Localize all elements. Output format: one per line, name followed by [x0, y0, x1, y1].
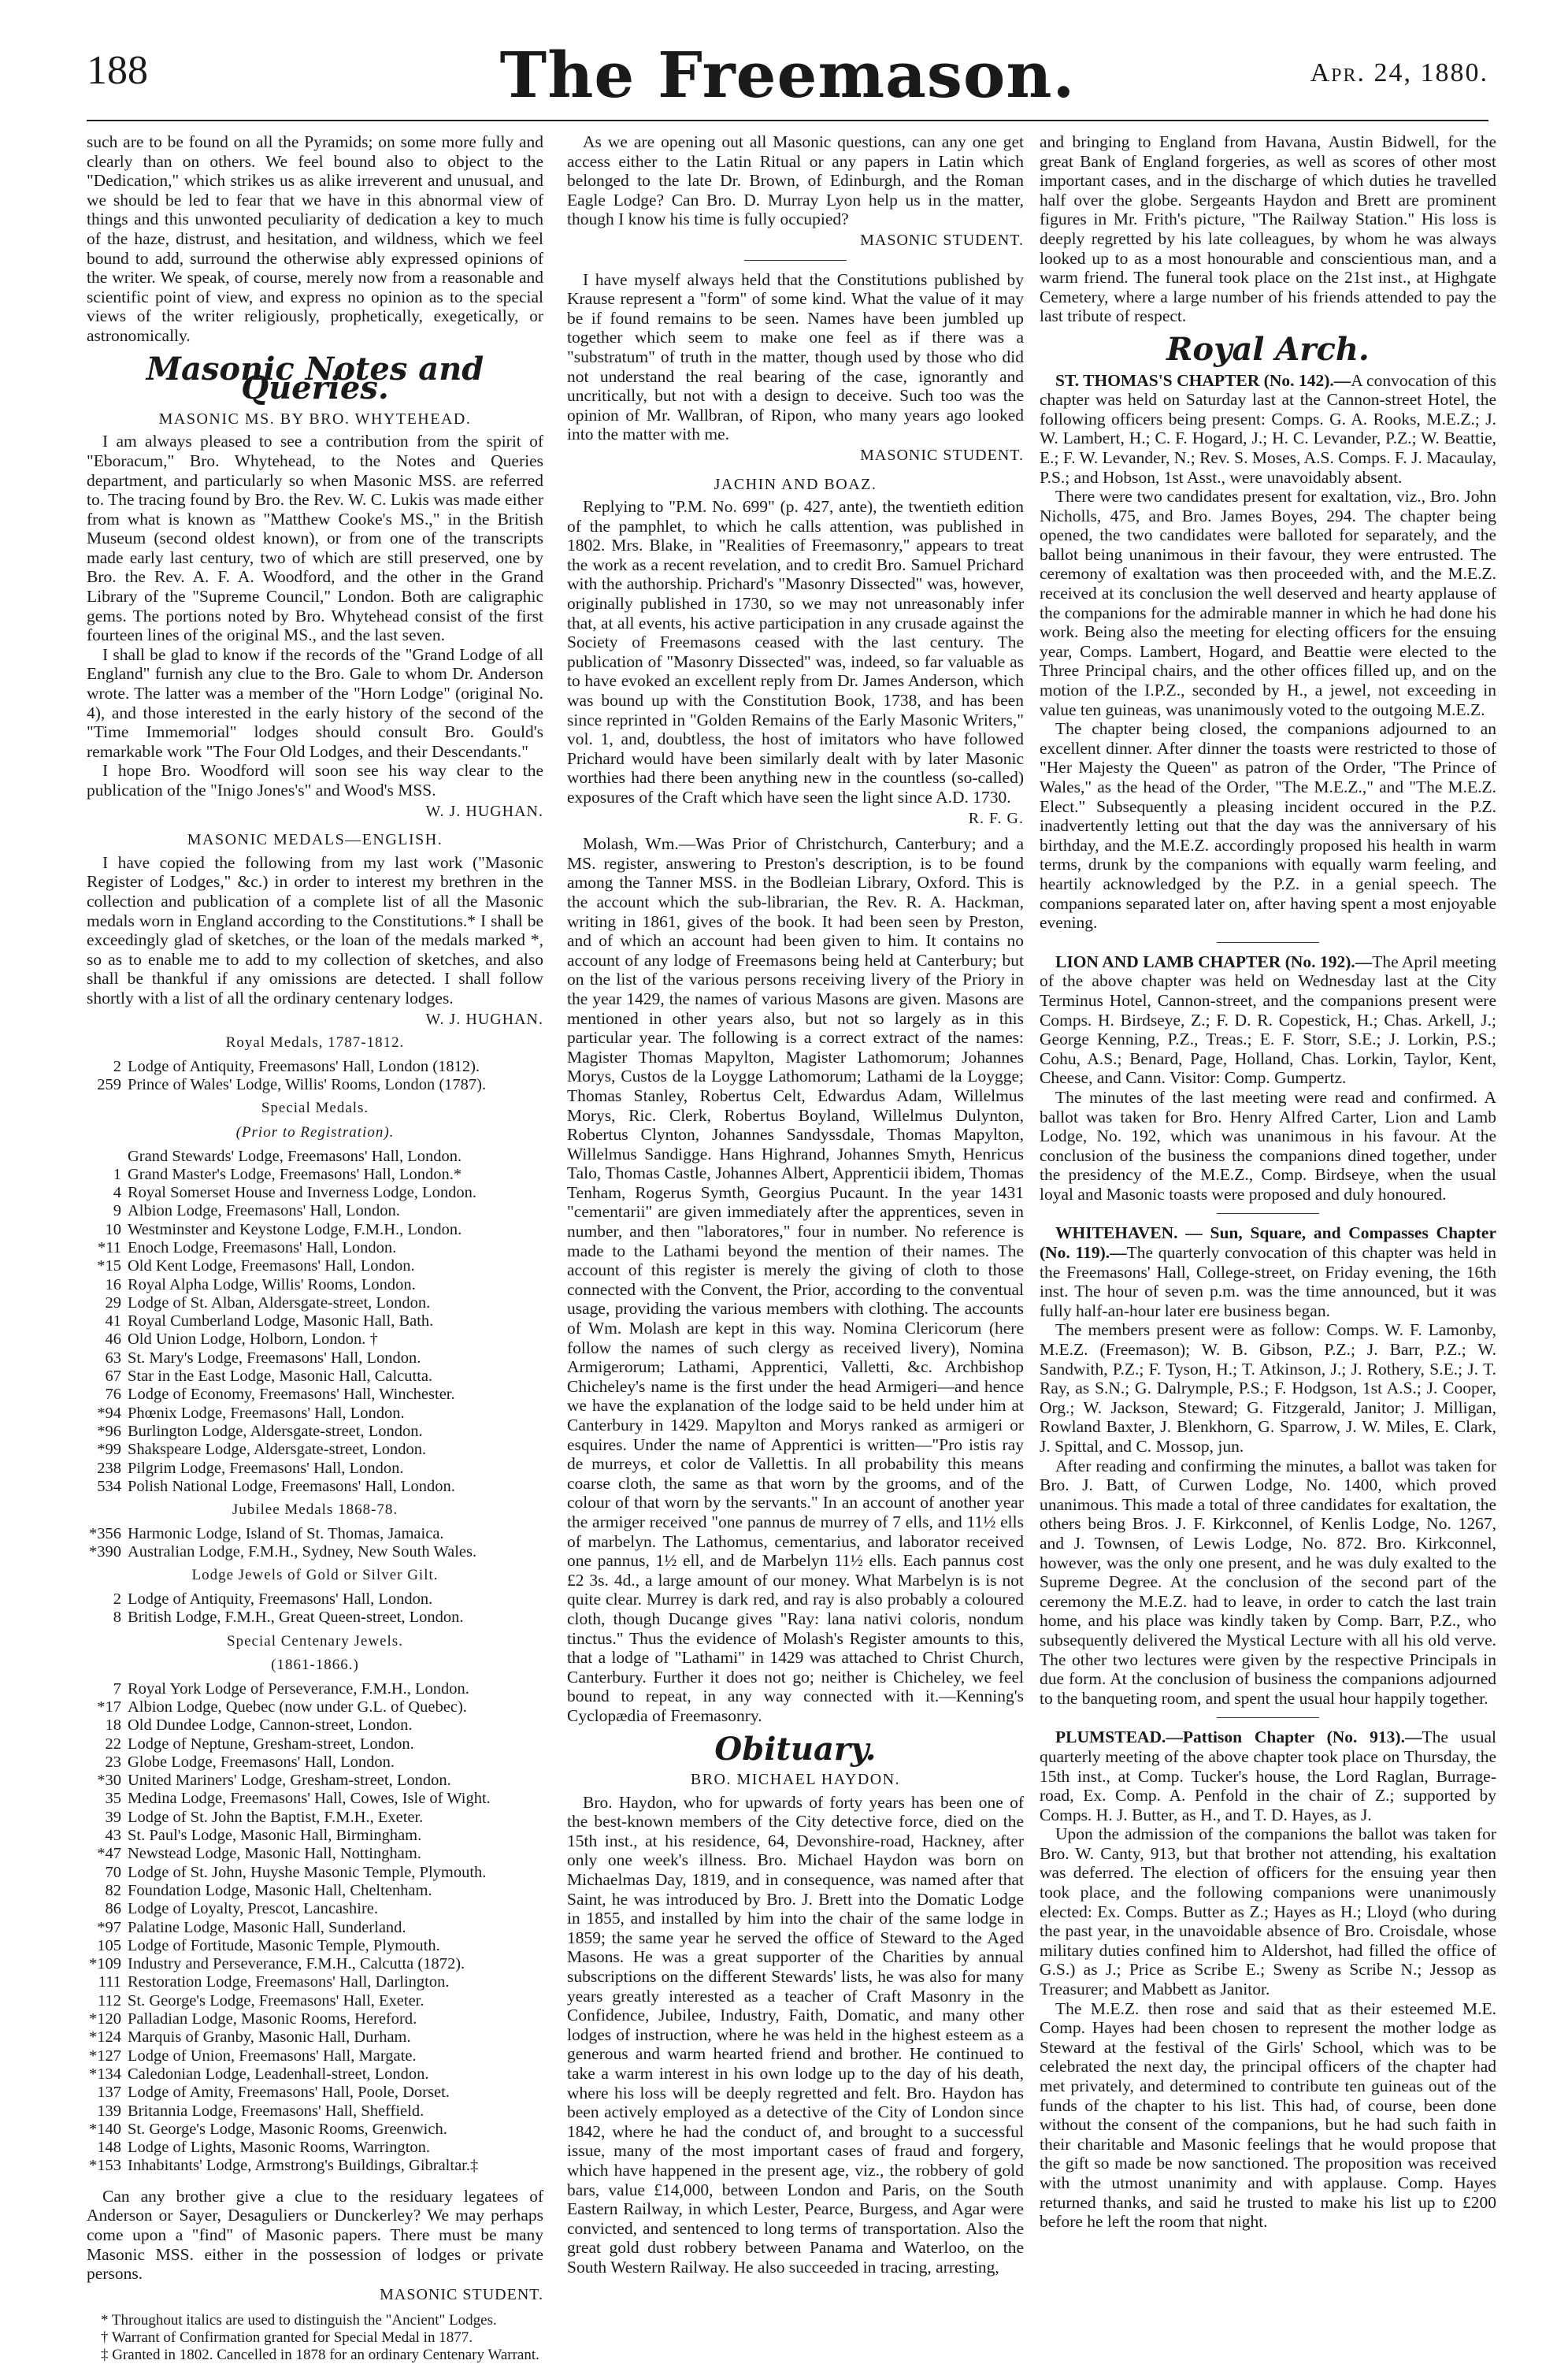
- list-heading: Royal Medals, 1787-1812.: [225, 1034, 405, 1052]
- list-item: [87, 1441, 543, 1459]
- list-heading: Special Centenary Jewels.: [227, 1632, 403, 1650]
- report-title: ST. THOMAS'S CHAPTER (No. 142).—: [1055, 370, 1351, 390]
- divider: [744, 260, 847, 261]
- lodge-name: Pilgrim Lodge, Freemasons' Hall, London.: [128, 1459, 404, 1477]
- footnote: ‡ Granted in 1802. Cancelled in 1878 for an ordinary Centenary Warrant.: [101, 2347, 539, 2364]
- lodge-name: Royal York Lodge of Perseverance, F.M.H., London.: [128, 1679, 469, 1698]
- paragraph: The minutes of the last meeting were read and confirmed. A ballot was taken for Bro. Henry Alfred Carter, Lion and Lamb Lodge, No. 192, which was unanimous in his favour. At the conclusion of the business the companions dined together, under the presidency of the M.E.Z., Comp. Birdseye, when the usual loyal and Masonic toasts were proposed and duly honoured.: [1040, 1087, 1496, 1204]
- lodge-number: *96: [97, 1422, 121, 1440]
- lodge-name: Foundation Lodge, Masonic Hall, Cheltenham.: [128, 1881, 432, 1899]
- signature: W. J. HUGHAN.: [425, 802, 543, 820]
- lodge-name: St. Paul's Lodge, Masonic Hall, Birmingham.: [128, 1827, 422, 1845]
- lodge-name: Grand Stewards' Lodge, Freemasons' Hall, London.: [128, 1147, 462, 1165]
- list-item: [87, 1312, 543, 1330]
- lodge-name: St. George's Lodge, Masonic Rooms, Greenwich.: [128, 2120, 447, 2138]
- lodge-number: *390: [89, 1543, 121, 1561]
- lodge-number: 70: [105, 1863, 121, 1881]
- lodge-number: 259: [97, 1076, 121, 1094]
- lodge-number: 16: [105, 1275, 121, 1293]
- lodge-number: *11: [98, 1238, 121, 1256]
- lodge-name: British Lodge, F.M.H., Great Queen-street, London.: [128, 1609, 464, 1627]
- lodge-name: Lodge of Amity, Freemasons' Hall, Poole, Dorset.: [128, 2084, 450, 2102]
- lodge-number: 63: [105, 1349, 121, 1367]
- list-heading: Special Medals.: [261, 1100, 369, 1117]
- lodge-name: Royal Cumberland Lodge, Masonic Hall, Bath.: [128, 1312, 434, 1330]
- lodge-number: *120: [89, 2010, 121, 2028]
- lodge-list-jewels: [87, 1590, 543, 1627]
- lodge-name: Lodge of Fortitude, Masonic Temple, Plymouth.: [128, 1936, 440, 1954]
- lodge-number: *153: [89, 2157, 121, 2175]
- lodge-number: *127: [89, 2047, 121, 2065]
- lodge-list-royal: [87, 1058, 543, 1095]
- masthead-rule: [87, 120, 1488, 121]
- paragraph: I shall be glad to know if the records of the "Grand Lodge of all England" furnish any clue to the Bro. Gale to whom Dr. Anderson wrote. The latter was a member of the "Horn Lodge" (original No. 4), and those interested in the early history of the second of the "Time Immemorial" lodges should consult Bro. Gould's remarkable work "The Four Old Lodges, and their Descendants.": [87, 644, 543, 761]
- divider: [1217, 1213, 1319, 1214]
- lodge-name: St. George's Lodge, Freemasons' Hall, Exeter.: [128, 1991, 424, 2010]
- lodge-name: Albion Lodge, Quebec (now under G.L. of Quebec).: [128, 1698, 467, 1716]
- list-item: [87, 1845, 543, 1863]
- list-item: [87, 1992, 543, 2010]
- list-item: [87, 2084, 543, 2102]
- lodge-number: 9: [113, 1202, 121, 1220]
- paragraph: Replying to "P.M. No. 699" (p. 427, ante), the twentieth edition of the pamphlet, to which he calls attention, was published in 1802. Mrs. Blake, in "Realities of Freemasonry," appears to treat the work as a recent revelation, and to credit Bro. Samuel Prichard with the authorship. Prichard's "Masonry Dissected" was, however, originally published in 1730, so we may not unreasonably infer that, at all events, his active participation in any crusade against the Society of Freemasons ceased with the last century. The publication of "Masonry Dissected" was, indeed, so far valuable as to have evoked an excellent reply from Dr. James Anderson, which was bound up with the Constitution Book, 1738, and has been since reprinted in "Golden Remains of the Early Masonic Writers," vol. 1, and, doubtless, the host of imitators who have followed Prichard would have been similarly dealt with by later Masonic worthies had there been anything new in the countless (so-called) exposures of the Craft which have seen the light since A.D. 1730.: [567, 497, 1024, 807]
- lodge-number: 105: [97, 1936, 121, 1954]
- list-item: [87, 1809, 543, 1827]
- lodge-name: Royal Alpha Lodge, Willis' Rooms, London.: [128, 1275, 416, 1293]
- list-item: [87, 1368, 543, 1386]
- lodge-name: Lodge of Lights, Masonic Rooms, Warrington.: [128, 2139, 431, 2157]
- lodge-number: 137: [97, 2084, 121, 2102]
- list-item: [87, 1184, 543, 1202]
- lodge-name: Burlington Lodge, Aldersgate-street, London.: [128, 1422, 423, 1440]
- lodge-name: Polish National Lodge, Freemasons' Hall, London.: [128, 1477, 455, 1495]
- paragraph: The usual quarterly meeting of the above chapter took place on Thursday, the 15th inst., at Comp. Tucker's house, the Lord Raglan, Burrage-road, Ex. Comp. A. Penfold in the chair of Z.; supported by Comps. H. J. Butter, as H., and T. D. Hayes, as J.: [1040, 1728, 1496, 1824]
- column-2: [567, 132, 1024, 2277]
- list-item: [87, 1349, 543, 1368]
- lodge-number: 148: [97, 2139, 121, 2157]
- section-heading-obituary: Obituary.: [714, 1730, 877, 1768]
- lodge-name: Britannia Lodge, Freemasons' Hall, Sheffield.: [128, 2102, 424, 2120]
- list-item: [87, 1772, 543, 1790]
- lodge-number: 23: [105, 1753, 121, 1771]
- lodge-number: 22: [105, 1735, 121, 1753]
- lodge-name: United Mariners' Lodge, Gresham-street, London.: [128, 1772, 451, 1790]
- lodge-number: 39: [105, 1808, 121, 1826]
- list-item: [87, 1900, 543, 1918]
- signature: MASONIC STUDENT.: [860, 446, 1024, 464]
- signature: MASONIC STUDENT.: [380, 2285, 543, 2303]
- lodge-number: 43: [105, 1827, 121, 1845]
- lodge-number: 35: [105, 1790, 121, 1808]
- paragraph: and bringing to England from Havana, Austin Bidwell, for the great Bank of England forgeries, as well as scores of other most important cases, and in the discharge of which duties he travelled half over the globe. Sergeants Haydon and Brett are prominent figures in Mr. Frith's picture, "The Railway Station." His loss is deeply regretted by his late colleagues, by whom he was always looked up to as a most honourable and conscientious man, and a warm friend. The funeral took place on the 21st inst., at Highgate Cemetery, where a large number of his friends attended to pay the last tribute of respect.: [1040, 132, 1496, 326]
- column-3: [1040, 132, 1496, 2232]
- paragraph: The April meeting of the above chapter was held on Wednesday last at the City Terminus Hotel, Cannon-street, and the companions present were Comps. H. Birdseye, Z.; F. D. R. Copestick, H.; Chas. Arkell, J.; George Kenning, P.Z., Treas.; E. F. Storr, S.E.; J. Lorkin, P.S.; Cohu, A.S.; Benard, Page, Holland, Chas. Lorkin, Taylor, Kent, Cheese, and Cann. Visitor: Comp. Gumpertz.: [1040, 952, 1496, 1088]
- lodge-name: Lodge of St. John, Huyshe Masonic Temple, Plymouth.: [128, 1863, 487, 1881]
- lodge-number: 534: [97, 1477, 121, 1495]
- list-heading: Lodge Jewels of Gold or Silver Gilt.: [191, 1567, 439, 1584]
- lodge-number: *97: [97, 1918, 121, 1936]
- lodge-number: 41: [105, 1312, 121, 1330]
- lodge-name: Inhabitants' Lodge, Armstrong's Buildings, Gibraltar.‡: [128, 2157, 479, 2175]
- lodge-name: Lodge of Loyalty, Prescot, Lancashire.: [128, 1900, 379, 1918]
- lodge-number: *356: [89, 1524, 121, 1542]
- masthead: [87, 32, 1488, 118]
- list-item: [87, 1330, 543, 1349]
- list-item: [87, 2010, 543, 2028]
- lodge-name: Newstead Lodge, Masonic Hall, Nottingham.: [128, 1845, 421, 1863]
- lodge-name: Medina Lodge, Freemasons' Hall, Cowes, Isle of Wight.: [128, 1790, 491, 1808]
- lodge-name: Star in the East Lodge, Masonic Hall, Calcutta.: [128, 1368, 433, 1386]
- lodge-number: *140: [89, 2120, 121, 2138]
- lodge-name: Westminster and Keystone Lodge, F.M.H., London.: [128, 1220, 462, 1238]
- list-item: [87, 1202, 543, 1220]
- lodge-number: 82: [105, 1881, 121, 1899]
- divider: [1217, 1717, 1319, 1718]
- footnote: * Throughout italics are used to distinguish the "Ancient" Lodges.: [101, 2312, 497, 2329]
- lodge-name: Lodge of Antiquity, Freemasons' Hall, London.: [128, 1590, 433, 1608]
- paragraph: Upon the admission of the companions the ballot was taken for Bro. W. Canty, 913, but that brother not attending, his exaltation was deferred. The election of officers for the ensuing year then took place, and the following companions were unanimously elected: Ex. Comps. Butter as Z.; Hayes as H.; Lloyd (who during the past year, in the unavoidable absence of Bro. Croisdale, whose military duties confined him to Aldershot, had filled the office of G.S.) as J.; Price as Scribe E.; Sweny as Scribe N.; Jessop as Treasurer; and Mabbett as Janitor.: [1040, 1824, 1496, 1999]
- paragraph: The chapter being closed, the companions adjourned to an excellent dinner. After dinner the toasts were restricted to those of "Her Majesty the Queen" as patron of the Order, "The Prince of Wales," as the head of the Order, "The M.E.Z.," and "The M.E.Z. Elect." Subsequently a pleasing incident occured in the P.Z. inadvertently letting out that the day was the anniversary of his birthday, and the M.E.Z. accordingly proposed his health in warm terms, drunk by the companions with equally warm feeling, and heartily acknowledged by the P.Z. in a genial speech. The companions separated later on, after having spent a most enjoyable evening.: [1040, 719, 1496, 933]
- paragraph: I am always pleased to see a contribution from the spirit of "Eboracum," Bro. Whytehead, to the Notes and Queries department, and particularly so when Masonic MSS. are referred to. The tracing found by Bro. the Rev. W. C. Lukis was made either from what is known as "Matthew Cooke's MS.," in the British Museum (second oldest known), or from one of the transcripts made early last century, two of which are still preserved, one by Bro. the Rev. A. F. A. Woodford, and the other in the Grand Library of the "Supreme Council," London. Both are caligraphic gems. The portions noted by Bro. Whytehead consist of the first fourteen lines of the original MS., and the last seven.: [87, 432, 543, 645]
- paragraph: After reading and confirming the minutes, a ballot was taken for Bro. J. Batt, of Curwen Lodge, No. 1400, which proved unanimous. This made a total of three candidates for exaltation, the others being Bros. J. F. Kirkconnel, of Kenlis Lodge, No. 1267, and J. Townsen, of Lewis Lodge, No. 872. Bro. Kirkconnel, however, was the only one present, and he was duly exalted to the Supreme Degree. At the conclusion of the second part of the ceremony the M.E.Z. had to leave, in order to catch the last train home, and his place was kindly taken by Comp. Barr, P.Z., who subsequently delivered the Mystical Lecture with all his old verve. The other two lectures were given by the respective Principals in due form. At the conclusion of business the companions adjourned to the banqueting room, and spent the usual hour happily together.: [1040, 1456, 1496, 1708]
- list-item: [87, 1680, 543, 1698]
- lodge-name: Australian Lodge, F.M.H., Sydney, New South Wales.: [128, 1543, 477, 1561]
- lodge-number: *17: [97, 1698, 121, 1716]
- paragraph: Can any brother give a clue to the residuary legatees of Anderson or Sayer, Desaguliers or Dunckerley? We may perhaps come upon a "find" of Masonic papers. There must be many Masonic MSS. either in the possession of lodges or private persons.: [87, 2186, 543, 2284]
- lodge-name: Lodge of St. Alban, Aldersgate-street, London.: [128, 1293, 431, 1312]
- lodge-name: Prince of Wales' Lodge, Willis' Rooms, London (1787).: [128, 1076, 487, 1094]
- lodge-number: 46: [105, 1330, 121, 1349]
- lodge-name: Royal Somerset House and Inverness Lodge, London.: [128, 1184, 476, 1202]
- paragraph: There were two candidates present for exaltation, viz., Bro. John Nicholls, 475, and Bro. James Boyes, 294. The chapter being opened, the two candidates were balloted for separately, and the ballot being unanimous in their favour, they were entrusted. The ceremony of exaltation was then proceeded with, and the M.E.Z. received at its conclusion the well deserved and hearty applause of the companions for the admirable manner in which he had done his work. Being also the meeting for electing officers for the ensuing year, Comps. Lambert, Hogard, and Beattie were elected to the Three Principal chairs, and the other offices filled up, and on the motion of the I.P.Z., seconded by H., a jewel, not exceeding in value ten guineas, was unanimously voted to the outgoing M.E.Z.: [1040, 487, 1496, 719]
- newspaper-title: The Freemason.: [499, 38, 1076, 112]
- section-heading-notes-queries: Masonic Notes and Queries.: [146, 350, 484, 407]
- lodge-number: *94: [97, 1404, 121, 1422]
- lodge-name: Phœnix Lodge, Freemasons' Hall, London.: [128, 1404, 405, 1422]
- list-item: [87, 1239, 543, 1257]
- divider: [1217, 942, 1319, 943]
- list-subheading: (Prior to Registration).: [235, 1123, 395, 1141]
- paragraph: I have copied the following from my last work ("Masonic Register of Lodges," &c.) in order to interest my brethren in the collection and publication of a complete list of all the Masonic medals worn in England according to the Constitutions.* I shall be exceedingly glad of sketches, or the loan of the medals marked *, so as to enable me to add to my collection of sketches, and also shall be thankful if any omissions are detected. I shall follow shortly with a list of all the ordinary centenary lodges.: [87, 852, 543, 1008]
- lodge-number: 238: [97, 1459, 121, 1477]
- list-item: [87, 1937, 543, 1955]
- list-item: [87, 1698, 543, 1716]
- list-item: [87, 1827, 543, 1845]
- list-item: [87, 1405, 543, 1423]
- list-item: [87, 1754, 543, 1772]
- list-heading: Jubilee Medals 1868-78.: [232, 1501, 398, 1519]
- list-item: [87, 2065, 543, 2084]
- lodge-name: Industry and Perseverance, F.M.H., Calcutta (1872).: [128, 1955, 465, 1973]
- list-subheading: (1861-1866.): [271, 1657, 359, 1674]
- list-item: [87, 2121, 543, 2139]
- list-item: [87, 1386, 543, 1404]
- lodge-number: *15: [97, 1257, 121, 1275]
- list-item: [87, 1543, 543, 1561]
- lodge-name: Lodge of Economy, Freemasons' Hall, Winchester.: [128, 1386, 455, 1404]
- paragraph: The M.E.Z. then rose and said that as their esteemed M.E. Comp. Hayes had been chosen to represent the mother lodge as Steward at the festival of the Girls' School, which was to be celebrated the next day, the principal officers of the chapter had met privately, and determined to contribute ten guineas out of the funds of the chapter to his list. This had, of course, been done without the consent of the companions, but he had such faith in their charitable and Masonic feelings that he would propose that the gift so made be now sanctioned. The proposition was received with the utmost unanimity and with applause. Comp. Hayes returned thanks, and said he trusted to make his list up to £200 before he left the room that night.: [1040, 1998, 1496, 2232]
- list-item: [87, 1609, 543, 1627]
- list-item: [87, 1919, 543, 1937]
- list-item: [87, 1460, 543, 1478]
- lodge-number: 8: [113, 1609, 121, 1627]
- section-heading-royal-arch: Royal Arch.: [1166, 330, 1370, 368]
- lodge-number: *124: [89, 2028, 121, 2047]
- lodge-name: Restoration Lodge, Freemasons' Hall, Darlington.: [128, 1973, 450, 1991]
- list-item: [87, 1973, 543, 1991]
- paragraph: The quarterly convocation of this chapter was held in the Freemasons' Hall, College-street, on Friday evening, the 16th inst. The hour of seven p.m. was the time announced, but it was fully half-an-hour later ere business began.: [1040, 1243, 1496, 1320]
- lodge-number: 139: [97, 2102, 121, 2120]
- lodge-name: Grand Master's Lodge, Freemasons' Hall, London.*: [128, 1165, 462, 1183]
- list-item: [87, 1955, 543, 1973]
- lodge-name: Palatine Lodge, Masonic Hall, Sunderland.: [128, 1918, 406, 1936]
- lodge-number: 18: [105, 1716, 121, 1735]
- lodge-name: Enoch Lodge, Freemasons' Hall, London.: [128, 1238, 397, 1256]
- page-number: 188: [87, 48, 148, 93]
- list-item: [87, 1478, 543, 1496]
- list-item: [87, 1790, 543, 1808]
- lodge-number: *109: [89, 1955, 121, 1973]
- article-title: MASONIC MEDALS—ENGLISH.: [187, 831, 443, 849]
- list-item: [87, 1864, 543, 1882]
- list-item: [87, 1276, 543, 1294]
- lodge-name: Palladian Lodge, Masonic Rooms, Hereford.: [128, 2010, 417, 2028]
- issue-date: Apr. 24, 1880.: [1310, 58, 1488, 87]
- lodge-number: 10: [105, 1220, 121, 1238]
- column-1: [87, 132, 543, 2364]
- lodge-number: 7: [113, 1679, 121, 1698]
- lodge-number: 111: [98, 1973, 121, 1991]
- lodge-name: Albion Lodge, Freemasons' Hall, London.: [128, 1202, 400, 1220]
- lodge-name: Shakspeare Lodge, Aldersgate-street, London.: [128, 1441, 427, 1459]
- list-item: [87, 1525, 543, 1543]
- list-item: [87, 2047, 543, 2065]
- lodge-number: 1: [113, 1165, 121, 1183]
- lodge-number: 29: [105, 1293, 121, 1312]
- list-item: [87, 1058, 543, 1076]
- lodge-number: 112: [98, 1991, 121, 2010]
- lodge-name: Marquis of Granby, Masonic Hall, Durham.: [128, 2028, 411, 2047]
- lodge-name: Old Dundee Lodge, Cannon-street, London.: [128, 1716, 413, 1735]
- paragraph: I have myself always held that the Constitutions published by Krause represent a "form" of some kind. What the value of it may be if found remains to be seen. Names have been jumbled up together which seem to make one feel as if there was a "substratum" of truth in the matter, though used by those who did not understand the real bearing of the case, ignorantly and uncritically, but not with a design to deceive. Such too was the opinion of Mr. Wallbran, of Ripon, who many years ago looked into the matter with me.: [567, 269, 1024, 444]
- lodge-number: 2: [113, 1590, 121, 1608]
- lodge-number: *99: [97, 1441, 121, 1459]
- list-item: [87, 2028, 543, 2047]
- lodge-name: Old Kent Lodge, Freemasons' Hall, London.: [128, 1257, 415, 1275]
- list-item: [87, 2139, 543, 2157]
- list-item: [87, 1148, 543, 1166]
- list-item: [87, 1076, 543, 1094]
- signature: W. J. HUGHAN.: [425, 1010, 543, 1028]
- paragraph: I hope Bro. Woodford will soon see his way clear to the publication of the "Inigo Jones's" and Wood's MSS.: [87, 761, 543, 800]
- report-title: PLUMSTEAD.—Pattison Chapter (No. 913).—: [1055, 1728, 1422, 1747]
- lodge-name: Lodge of Antiquity, Freemasons' Hall, London (1812).: [128, 1057, 480, 1075]
- lodge-name: Lodge of Neptune, Gresham-street, London.: [128, 1735, 414, 1753]
- list-item: [87, 1423, 543, 1441]
- paragraph: A convocation of this chapter was held on Saturday last at the Cannon-street Hotel, the following officers being present: Comps. G. A. Rooks, M.E.Z.; J. W. Lambert, H.; C. F. Hogard, J.; H. C. Levander, P.Z.; W. Beattie, E.; F. W. Levander, N.; Rev. S. Moses, A.S. Comps. F. J. Macaulay, P.S.; and Hobson, 1st Asst., were unavoidably absent.: [1040, 370, 1496, 487]
- list-item: [87, 1166, 543, 1184]
- list-item: [87, 1221, 543, 1239]
- list-item: [87, 1716, 543, 1735]
- lodge-number: 67: [105, 1368, 121, 1386]
- lodge-name: Globe Lodge, Freemasons' Hall, London.: [128, 1753, 395, 1771]
- article-title: JACHIN AND BOAZ.: [714, 475, 877, 493]
- lodge-name: Old Union Lodge, Holborn, London. †: [128, 1330, 378, 1349]
- lodge-number: *47: [97, 1845, 121, 1863]
- paragraph: As we are opening out all Masonic questions, can any one get access either to the Latin Ritual or any papers in Latin which belonged to the late Dr. Brown, of Edinburgh, and the Roman Eagle Lodge? Can Bro. D. Murray Lyon help us in the matter, though I know his time is fully occupied?: [567, 132, 1024, 229]
- article-title: MASONIC MS. BY BRO. WHYTEHEAD.: [158, 410, 472, 428]
- lodge-list-centenary: [87, 1680, 543, 2176]
- list-item: [87, 1590, 543, 1609]
- list-item: [87, 1294, 543, 1312]
- lodge-number: 76: [105, 1386, 121, 1404]
- lodge-list-jubilee: [87, 1525, 543, 1562]
- lodge-name: Harmonic Lodge, Island of St. Thomas, Jamaica.: [128, 1524, 444, 1542]
- list-item: [87, 2157, 543, 2175]
- paragraph: Molash, Wm.—Was Prior of Christchurch, Canterbury; and a MS. register, answering to Preston's description, is to be found among the Tanner MSS. in the Bodleian Library, Oxford. This is the account which the sub-librarian, the Rev. R. A. Hackman, writing in 1861, gives of the book. It had been seen by Preston, and of which an account had been given to him. It contains no account of any lodge of Freemasons being held at Canterbury; but on the list of the various persons receiving livery of the Priory in the year 1429, the names of various Masons are given. Masons are mentioned in other years also, but not so largely as in this particular year. The following is a correct extract of the names: Magister Thomas Mapylton, Magister Lathomorum; Johannes Morys, Custos de la Loygge Lathomorum; Lathami de la Loygge; Thomas Stanley, Robertus Celt, Edwardus Adam, Willelmus Morys, Ric. Clerk, Robertus Boyland, Willelmus Dulynton, Robertus Clynton, Johannes Sandyssdale, Thomas Mapylton, Willelmus Sandigge. Hans Highrand, Johannes Smyth, Henricus Talo, Thomas Castle, Johannes Albert, Apprenticii ibidem, Thomas Tenham, Rogerus Symth, Georgius Pucaunt. In the year 1431 "cementarii" are given immediately after the apprentices, seven in number, and then "laboratores," four in number. No reference is made to the Lathami beyond the mention of their names. The account of this register is merely the giving of cloth to those connected with the Convent, the Prior, according to the conventual usage, providing the various members with clothing. The accounts of Wm. Molash are kept in this way. Nomina Clericorum (here follow the names of such clergy as received livery), Nomina Armigerorum; Lathami, Apprentici, Valletti, &c. Archbishop Chicheley's name is the first under the head Armigeri—and hence we have the explanation of the lodge said to be held under him at Canterbury in 1429. Mapylton and Morys ranked as armigeri or esquires. Under the name of Apprentici is written—"Pro istis ray de murreys, et color de Vallettis. In all probability this means coarse cloth, the same as that worn by the grooms, and of the colour of that worn by the servants." In an account of another year the armiger received "one pannus de murrey of 7 ells, and 11½ ells of marbelyn. The Lathomus, cementarius, and laborator received one pannus, 1½ ell, and de Marbelyn 11½ ells. Each pannus cost £2 3s. 4d., a large amount of our money. What Marbelyn is is not quite clear. Murrey is dark red, and ray is also probably a coloured cloth, though Ducange gives "Ray: lana nativi coloris, nondum tinctus." Thus the evidence of Molash's Register amounts to this, that a lodge of "Lathami" in 1429 was attached to Christ Church, Canterbury. Further it does not go; neither is Chicheley, we feel bound to repeat, in any way connected with it.—Kenning's Cyclopædia of Freemasonry.: [567, 834, 1024, 1725]
- list-item: [87, 1735, 543, 1754]
- lodge-number: 86: [105, 1900, 121, 1918]
- list-item: [87, 2102, 543, 2121]
- lodge-name: Lodge of St. John the Baptist, F.M.H., Exeter.: [128, 1808, 424, 1826]
- list-item: [87, 1257, 543, 1275]
- list-item: [87, 1882, 543, 1900]
- footnote: † Warrant of Confirmation granted for Special Medal in 1877.: [101, 2329, 473, 2347]
- report-title: LION AND LAMB CHAPTER (No. 192).—: [1055, 952, 1373, 971]
- lodge-list-special: [87, 1148, 543, 1497]
- lodge-number: *134: [89, 2065, 121, 2083]
- lodge-number: *30: [97, 1772, 121, 1790]
- paragraph: Bro. Haydon, who for upwards of forty years has been one of the best-known members of the City detective force, died on the 15th inst., at his residence, 64, Devonshire-road, Hackney, after only one week's illness. Bro. Michael Haydon was born on Michaelmas Day, 1819, and in consequence, was named after that Saint, he was introduced by Bro. J. Brett into the Domatic Lodge in 1855, and installed by him into the chair of the same lodge in 1859; the same year he served the office of Steward to the Aged Masons. He was a great supporter of the Charities by annual subscriptions on the different Stewards' lists, he was also for many years greatly interested as a teacher of Craft Masonry in the Confidence, Jubilee, Industry, Faith, Domatic, and many other lodges of instruction, where he was held in the highest esteem as a generous and warm hearted friend and brother. He continued to take a warm interest in his own lodge up to the day of his death, where his loss will be deeply regretted and felt. Bro. Haydon has been actively employed as a detective of the City of London since 1842, where he had the conduct of, and brought to a successful issue, many of the most important cases of fraud and forgery, which have happened in the present age, viz., the robbery of gold bars, value £14,000, between London and Paris, on the South Eastern Railway, in which Lester, Pearce, Burgess, and Agar were convicted, and sentenced to long terms of transportation. Also the great gold dust robbery between Panama and Waterloo, on the South Western Railway. He also succeeded in tracing, arresting,: [567, 1792, 1024, 2277]
- report-title: WHITEHAVEN. — Sun, Square, and Compasses Chapter (No. 119).—: [1040, 1223, 1496, 1263]
- paragraph: The members present were as follow: Comps. W. F. Lamonby, M.E.Z. (Freemason); W. B. Gibson, P.Z.; J. Barr, P.Z.; W. Sandwith, P.Z.; F. Tyson, H.; T. Atkinson, J.; J. Rothery, S.E.; J. T. Ray, as S.N.; G. Dalrymple, P.S.; F. Hodgson, 1st A.S.; J. Cooper, Org.; W. Jackson, Steward; G. Fitzgerald, Janitor; J. Milligan, Rowland Baxter, J. Blenkhorn, G. Sparrow, J. W. Miles, E. Clark, J. Spittal, and C. Mossop, jun.: [1040, 1320, 1496, 1456]
- footnotes: [87, 2312, 543, 2364]
- signature: R. F. G.: [968, 809, 1024, 827]
- article-title: BRO. MICHAEL HAYDON.: [690, 1771, 901, 1789]
- signature: MASONIC STUDENT.: [860, 231, 1024, 249]
- intro-paragraph: such are to be found on all the Pyramids; on some more fully and clearly than on others. We feel bound also to object to the "Dedication," which strikes us as alike irreverent and unusual, and we should be led to fear that we have in this abnormal view of things and this unwonted peculiarity of dedication a key to much of the haze, distrust, and hesitation, and wildness, which we feel bound to add, surround the otherwise ably expressed opinions of the writer. We speak, of course, merely now from a reasonable and scientific point of view, and express no opinion as to the special views of the writer religiously, prophetically, exegetically, or astronomically.: [87, 132, 543, 345]
- lodge-name: St. Mary's Lodge, Freemasons' Hall, London.: [128, 1349, 421, 1367]
- lodge-name: Caledonian Lodge, Leadenhall-street, London.: [128, 2065, 429, 2083]
- lodge-number: 2: [113, 1057, 121, 1075]
- lodge-number: 4: [113, 1184, 121, 1202]
- lodge-name: Lodge of Union, Freemasons' Hall, Margate.: [128, 2047, 417, 2065]
